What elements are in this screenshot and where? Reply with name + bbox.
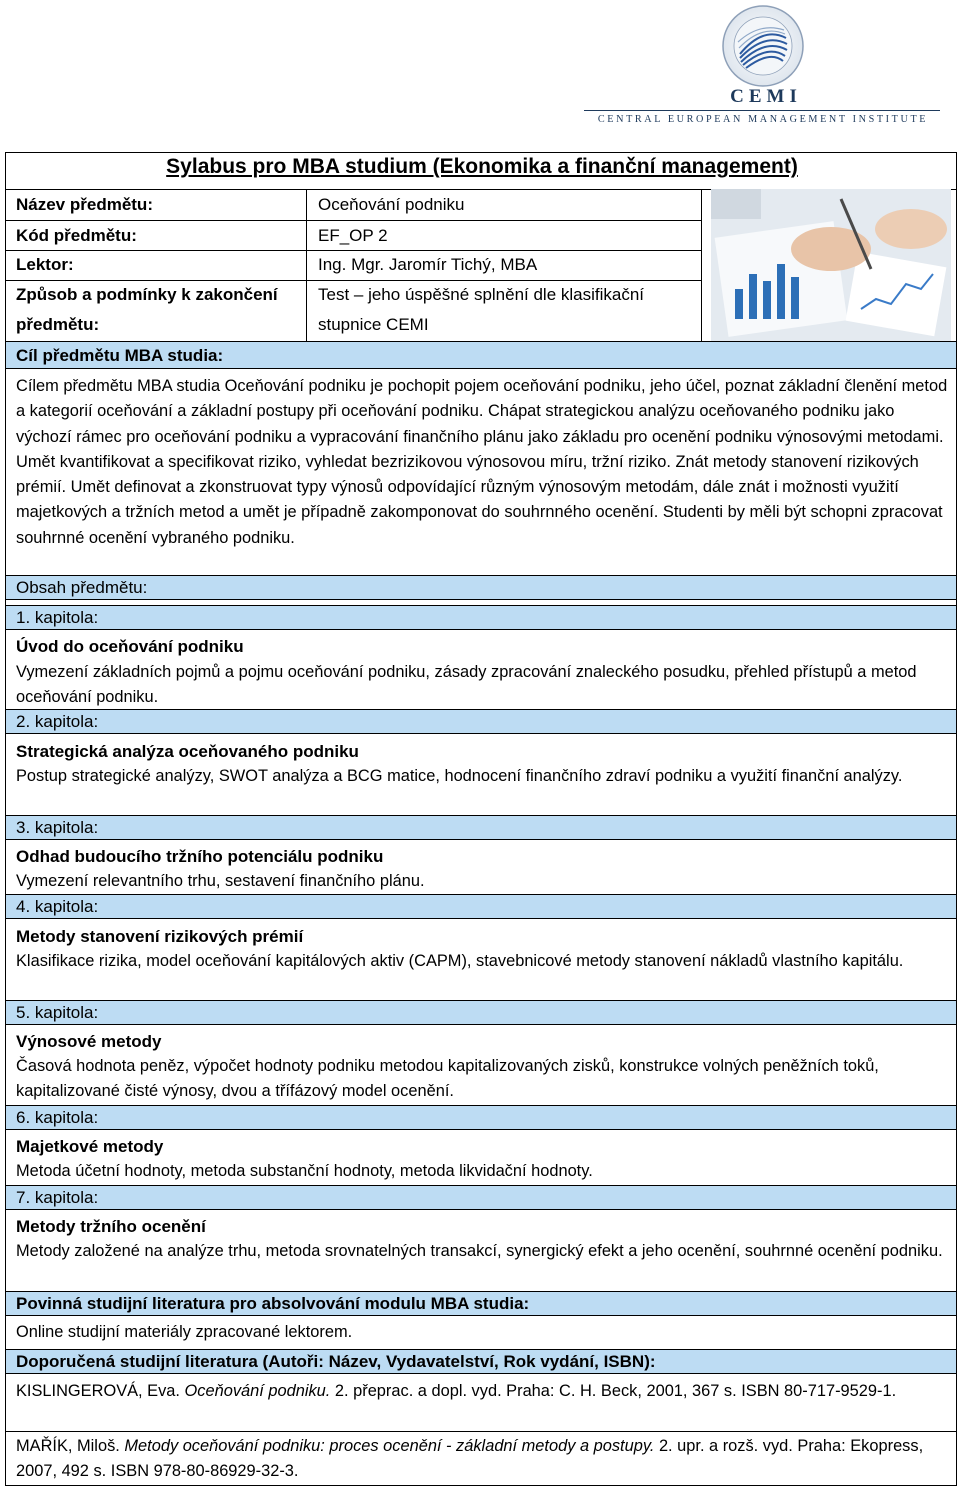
chapter-7-text: Metody založené na analýze trhu, metoda srovnatelných transakcí, synergický efekt a jeho ocenění, souhrnné ocenění podniku.: [16, 1242, 943, 1260]
recommended-lit-header: Doporučená studijní literatura (Autoři: Název, Vydavatelství, Rok vydání, ISBN):: [6, 1349, 956, 1374]
completion-label-line2: předmětu:: [16, 315, 100, 334]
chapter-3-text: Vymezení relevantního trhu, sestavení finančního plánu.: [16, 872, 425, 890]
name-label: Název předmětu:: [16, 195, 153, 214]
cemi-logo: [580, 2, 950, 132]
logo-wordmark: CEMI: [730, 86, 802, 107]
chapter-2-text: Postup strategické analýzy, SWOT analýza a BCG matice, hodnocení finančního zdraví podniku a využití finanční analýzy.: [16, 767, 903, 785]
chapter-4-title: Metody stanovení rizikových prémií: [16, 927, 304, 946]
divider: [6, 1431, 956, 1432]
chapter-4-text: Klasifikace rizika, model oceňování kapitálových aktiv (CAPM), stavebnicové metody stanovení nákladů vlastního kapitálu.: [16, 952, 904, 970]
lit-item-2-title: Metody oceňování podniku: proces ocenění - základní metody a postupy.: [124, 1437, 655, 1455]
lecturer-label: Lektor:: [16, 255, 74, 274]
lit-item-2: [16, 1434, 946, 1485]
lit-item-1-rest: 2. přeprac. a dopl. vyd. Praha: C. H. Beck, 2001, 367 s. ISBN 80-717-9529-1.: [334, 1382, 897, 1400]
chapter-3-label: 3. kapitola:: [6, 815, 956, 840]
chapter-2-label: 2. kapitola:: [6, 709, 956, 734]
page-title: Sylabus pro MBA studium (Ekonomika a finanční management): [166, 155, 798, 178]
code-value: EF_OP 2: [318, 226, 388, 245]
chapter-5-text: Časová hodnota peněz, výpočet hodnoty podniku metodou kapitalizovaných zisků, konstrukce volných peněžních toků, kapitalizované čisté výnosy, dvou a třífázový model ocenění.: [16, 1057, 879, 1101]
lecturer-value: Ing. Mgr. Jaromír Tichý, MBA: [318, 255, 538, 274]
chapter-2-title: Strategická analýza oceňovaného podniku: [16, 742, 359, 761]
lit-item-2-author: MAŘÍK, Miloš.: [16, 1437, 120, 1455]
content-header: Obsah předmětu:: [6, 575, 956, 600]
completion-label-line1: Způsob a podmínky k zakončení: [16, 285, 278, 304]
chapter-7-title: Metody tržního ocenění: [16, 1217, 206, 1236]
goal-header: Cíl předmětu MBA studia:: [6, 341, 956, 369]
business-photo: [711, 189, 951, 341]
completion-value-line1: Test – jeho úspěšné splnění dle klasifikační: [318, 285, 645, 304]
chapter-4-label: 4. kapitola:: [6, 894, 956, 919]
lit-item-2-rest: 2. upr. a rozš. vyd. Praha: Ekopress, 2007, 492 s. ISBN 978-80-86929-32-3.: [16, 1437, 924, 1481]
lit-item-1-title: Oceňování podniku.: [184, 1382, 331, 1400]
chapter-1-title: Úvod do oceňování podniku: [16, 637, 244, 656]
completion-value-line2: stupnice CEMI: [318, 315, 429, 334]
chapter-7-label: 7. kapitola:: [6, 1185, 956, 1210]
column-divider: [306, 189, 307, 342]
code-label: Kód předmětu:: [16, 226, 137, 245]
chapter-3-title: Odhad budoucího tržního potenciálu podniku: [16, 847, 384, 866]
logo-subtitle: CENTRAL EUROPEAN MANAGEMENT INSTITUTE: [597, 114, 929, 125]
required-lit-text: Online studijní materiály zpracované lektorem.: [16, 1323, 353, 1341]
name-value: Oceňování podniku: [318, 195, 465, 214]
syllabus-sheet: [5, 152, 957, 1486]
chapter-5-title: Výnosové metody: [16, 1032, 162, 1051]
chapter-6-text: Metoda účetní hodnoty, metoda substanční hodnoty, metoda likvidační hodnoty.: [16, 1162, 593, 1180]
chapter-6-label: 6. kapitola:: [6, 1105, 956, 1130]
column-divider: [701, 189, 702, 342]
lit-item-1: [16, 1379, 946, 1404]
cemi-globe-icon: [580, 2, 950, 132]
chapter-1-text: Vymezení základních pojmů a pojmu oceňování podniku, zásady zpracování znaleckého posudku, přehled přístupů a metod oceňování podniku.: [16, 663, 917, 707]
required-lit-header: Povinná studijní literatura pro absolvování modulu MBA studia:: [6, 1291, 956, 1316]
chapter-5-label: 5. kapitola:: [6, 1000, 956, 1025]
goal-text: Cílem předmětu MBA studia Oceňování podniku je pochopit pojem oceňování podniku, jeho účel, poznat základní členění metod a kategorií oceňování a základní postupy při oceňování podniku. Chápat strategickou analýzu oceňovaného podniku jako výchozí rámec pro oceňování podniku a vypracování finančního plánu jako základu pro ocenění podniku výnosovými metodami. Umět kvantifikovat a specifikovat riziko, vyhledat bezrizikovou výnosovou míru, tržní riziko. Znát metody stanovení rizikových prémií. Umět definovat a zkonstruovat typy výnosů odpovídající různým výnosovým metodám, dále znát i možnosti využití majetkových a tržních metod a umět je případně zakomponovat do souhrnného ocenění. Studenti by měli být schopni zpracovat souhrnné ocenění vybraného podniku.: [16, 377, 948, 547]
lit-item-1-author: KISLINGEROVÁ, Eva.: [16, 1382, 180, 1400]
chapter-1-label: 1. kapitola:: [6, 605, 956, 630]
logo-divider: [584, 110, 940, 111]
chapter-6-title: Majetkové metody: [16, 1137, 164, 1156]
